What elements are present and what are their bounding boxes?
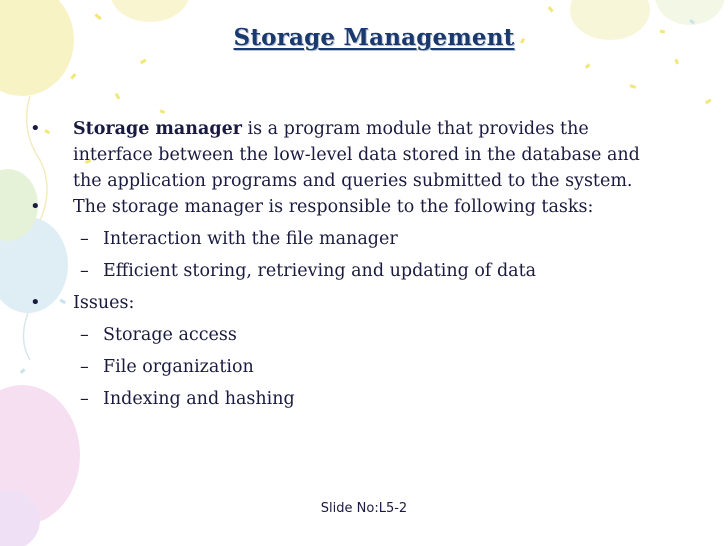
bullet-lead-text: Storage manager <box>73 119 242 139</box>
dash-icon: – <box>80 357 89 377</box>
slide-title <box>0 24 728 51</box>
sub-bullet-storage-access <box>30 322 670 348</box>
sub-bullet-text: Efficient storing, retrieving and updating of data <box>103 261 537 281</box>
bullet-text: is a program module that provides the interface between the low-level data stored in the database and the application programs and queries submitted to the system. <box>73 119 640 191</box>
slide-footer <box>0 501 728 516</box>
sub-bullet-text: Interaction with the file manager <box>103 229 398 249</box>
bullet-text: The storage manager is responsible to the following tasks: <box>73 197 594 217</box>
dash-icon: – <box>80 389 89 409</box>
balloon-small-yellow-icon <box>110 0 190 22</box>
sub-bullet-text: File organization <box>103 357 254 377</box>
bullet-issues <box>30 290 670 316</box>
slide-number: Slide No:L5-2 <box>320 501 408 516</box>
bullet-storage-manager <box>30 116 670 194</box>
slide-title-text: Storage Management <box>233 24 515 51</box>
sub-bullet-indexing-hashing <box>30 386 670 412</box>
bullet-responsibilities <box>30 194 670 220</box>
bullet-text: Issues: <box>73 293 135 313</box>
slide-body <box>30 116 670 412</box>
sub-bullet-file-organization <box>30 354 670 380</box>
bullet-icon: • <box>30 196 41 217</box>
bullet-icon: • <box>30 118 41 139</box>
bullet-icon: • <box>30 292 41 313</box>
dash-icon: – <box>80 325 89 345</box>
sub-bullet-efficient-storing <box>30 258 670 284</box>
dash-icon: – <box>80 261 89 281</box>
sub-bullet-text: Indexing and hashing <box>103 389 295 409</box>
dash-icon: – <box>80 229 89 249</box>
sub-bullet-file-manager <box>30 226 670 252</box>
sub-bullet-text: Storage access <box>103 325 237 345</box>
